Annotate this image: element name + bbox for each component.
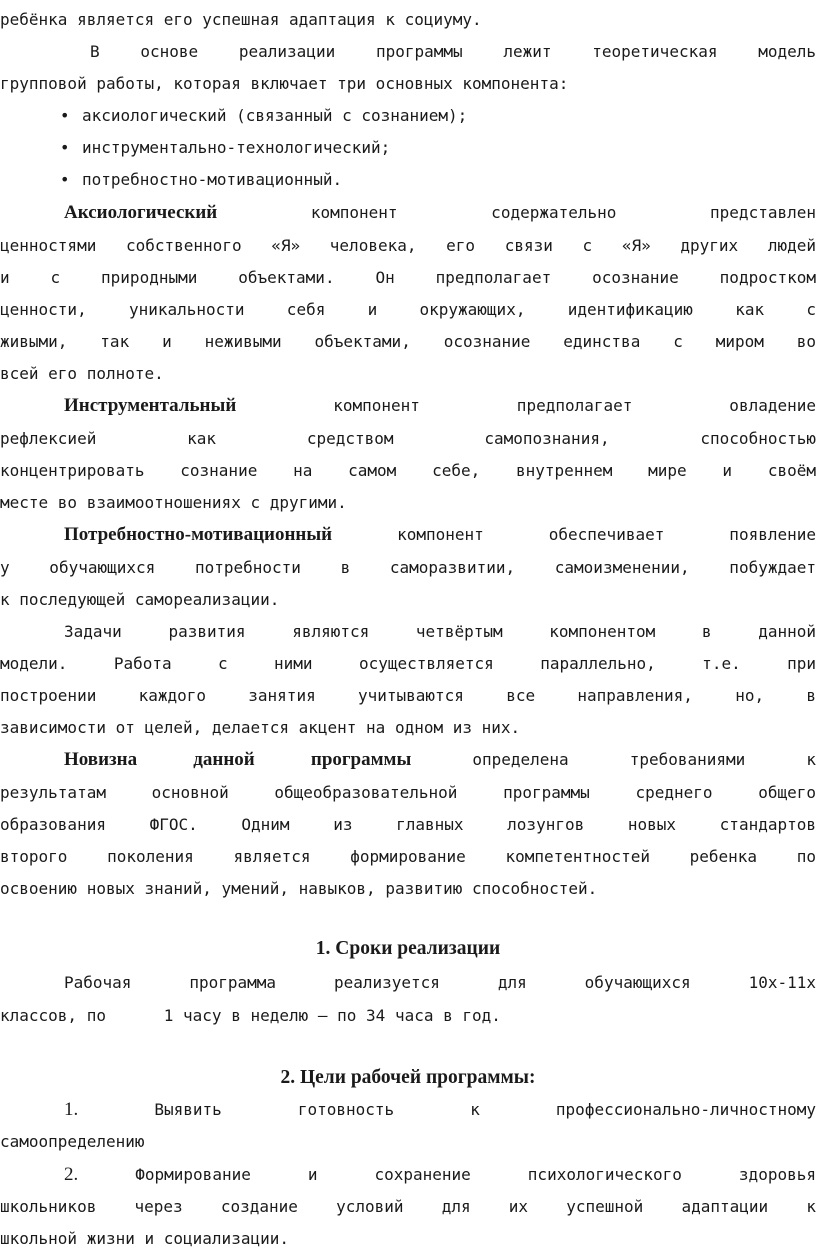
- section-heading: 1. Сроки реализации: [315, 938, 501, 959]
- paragraph-line: образования ФГОС. Одним из главных лозунгов новых стандартов: [0, 815, 816, 834]
- paragraph-line: к последующей самореализации.: [0, 590, 280, 609]
- paragraph-line: зависимости от целей, делается акцент на одном из них.: [0, 718, 521, 737]
- bullet-icon: •: [60, 106, 70, 125]
- paragraph-line: ребёнка является его успешная адаптация к социуму.: [0, 10, 482, 29]
- bold-term: Инструментальный: [64, 395, 237, 416]
- bullet-item: [0, 133, 816, 163]
- bullet-text: потребностно-мотивационный.: [82, 170, 343, 189]
- paragraph-text: компонент предполагает овладение: [333, 396, 816, 415]
- bold-term: Потребностно-мотивационный: [64, 524, 333, 545]
- paragraph-text: определена требованиями к: [472, 750, 816, 769]
- paragraph-line: результатам основной общеобразовательной программы среднего общего: [0, 783, 816, 802]
- paragraph-line: всей его полноте.: [0, 364, 164, 383]
- bold-term: Новизна данной программы: [64, 749, 412, 770]
- paragraph-line: ценности, уникальности себя и окружающих, идентификацию как с: [0, 300, 816, 319]
- goal-item: [0, 1160, 816, 1190]
- paragraph-line: групповой работы, которая включает три основных компонента:: [0, 74, 569, 93]
- bold-term: Аксиологический: [64, 202, 218, 223]
- goal-text: Формирование и сохранение психологического здоровья: [135, 1165, 816, 1184]
- paragraph-line: [0, 520, 816, 550]
- paragraph-line: ценностями собственного «Я» человека, его связи с «Я» других людей: [0, 236, 816, 255]
- bullet-item: [0, 101, 816, 131]
- paragraph-line: школьников через создание условий для их успешной адаптации к: [0, 1197, 816, 1216]
- bullet-text: аксиологический (связанный с сознанием);: [82, 106, 468, 125]
- paragraph-line: самоопределению: [0, 1132, 145, 1151]
- paragraph-line: школьной жизни и социализации.: [0, 1229, 289, 1248]
- paragraph-line: освоению новых знаний, умений, навыков, развитию способностей.: [0, 879, 598, 898]
- paragraph-line: [0, 745, 816, 775]
- goal-number: 1.: [64, 1099, 79, 1120]
- paragraph-line: второго поколения является формирование компетентностей ребенка по: [0, 847, 816, 866]
- paragraph-text: компонент обеспечивает появление: [397, 525, 816, 544]
- bullet-icon: •: [60, 138, 70, 157]
- bullet-item: [0, 165, 816, 195]
- paragraph-line: Рабочая программа реализуется для обучающихся 10х-11х: [64, 973, 816, 992]
- paragraph-line: классов, по 1 часу в неделю – по 34 часа в год.: [0, 1006, 501, 1025]
- paragraph-line: и с природными объектами. Он предполагает осознание подростком: [0, 268, 816, 287]
- paragraph-text: компонент содержательно представлен: [310, 203, 816, 222]
- bullet-icon: •: [60, 170, 70, 189]
- paragraph-line: Задачи развития являются четвёртым компонентом в данной: [64, 622, 816, 641]
- goal-text: Выявить готовность к профессионально-личностному: [154, 1100, 816, 1119]
- goal-number: 2.: [64, 1164, 79, 1185]
- paragraph-line: живыми, так и неживыми объектами, осознание единства с миром во: [0, 332, 816, 351]
- paragraph-line: построении каждого занятия учитываются все направления, но, в: [0, 686, 816, 705]
- paragraph-line: рефлексией как средством самопознания, способностью: [0, 429, 816, 448]
- paragraph-line: [0, 391, 816, 421]
- paragraph-line: [0, 198, 816, 228]
- paragraph-line: модели. Работа с ними осуществляется параллельно, т.е. при: [0, 654, 816, 673]
- paragraph-line: концентрировать сознание на самом себе, внутреннем мире и своём: [0, 461, 816, 480]
- goal-item: [0, 1095, 816, 1125]
- bullet-text: инструментально-технологический;: [82, 138, 391, 157]
- paragraph-line: у обучающихся потребности в саморазвитии, самоизменении, побуждает: [0, 558, 816, 577]
- paragraph-line: В основе реализации программы лежит теоретическая модель: [90, 42, 816, 61]
- paragraph-line: месте во взаимоотношениях с другими.: [0, 493, 347, 512]
- section-heading: 2. Цели рабочей программы:: [280, 1067, 536, 1088]
